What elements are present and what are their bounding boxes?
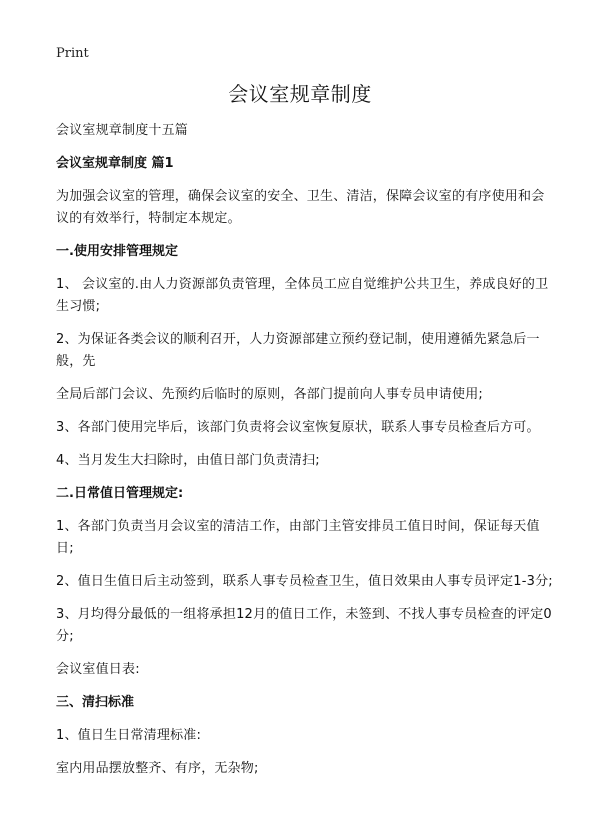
section2-item-2: 2、值日生值日后主动签到，联系人事专员检查卫生，值日效果由人事专员评定1-3分; <box>56 574 553 589</box>
section3-heading: 三、清扫标准 <box>56 695 135 710</box>
section2-item-1: 1、各部门负责当月会议室的清洁工作，由部门主管安排员工值日时间，保证每天值日; <box>56 519 540 556</box>
section1-item-2: 2、为保证各类会议的顺利召开，人力资源部建立预约登记制，使用遵循先紧急后一般，先 <box>56 332 540 369</box>
section2-heading: 二.日常值日管理规定: <box>56 486 184 501</box>
intro-paragraph: 为加强会议室的管理，确保会议室的安全、卫生、清洁，保障会议室的有序使用和会议的有效举行，特制定本规定。 <box>56 189 545 226</box>
section1-heading: 一.使用安排管理规定 <box>56 244 178 259</box>
section1-item-3: 3、各部门使用完毕后，该部门负责将会议室恢复原状，联系人事专员检查后方可。 <box>56 420 540 435</box>
duty-table-label: 会议室值日表: <box>56 662 140 677</box>
section1-item-2-continued: 全局后部门会议、先预约后临时的原则，各部门提前向人事专员申请使用; <box>56 387 483 402</box>
article-heading: 会议室规章制度 篇1 <box>56 156 174 171</box>
document-body <box>56 120 556 785</box>
section3-item-2: 室内用品摆放整齐、有序，无杂物; <box>56 761 259 776</box>
section2-item-3: 3、月均得分最低的一组将承担12月的值日工作，未签到、不找人事专员检查的评定0分; <box>56 607 552 644</box>
section3-item-1: 1、值日生日常清理标准: <box>56 728 202 743</box>
document-subtitle: 会议室规章制度十五篇 <box>56 123 189 138</box>
page-title: 会议室规章制度 <box>228 82 372 106</box>
section1-item-4: 4、当月发生大扫除时，由值日部门负责清扫; <box>56 453 320 468</box>
section1-item-1: 1、 会议室的.由人力资源部负责管理，全体员工应自觉维护公共卫生，养成良好的卫生习惯; <box>56 277 549 314</box>
print-link[interactable]: Print <box>56 46 89 61</box>
